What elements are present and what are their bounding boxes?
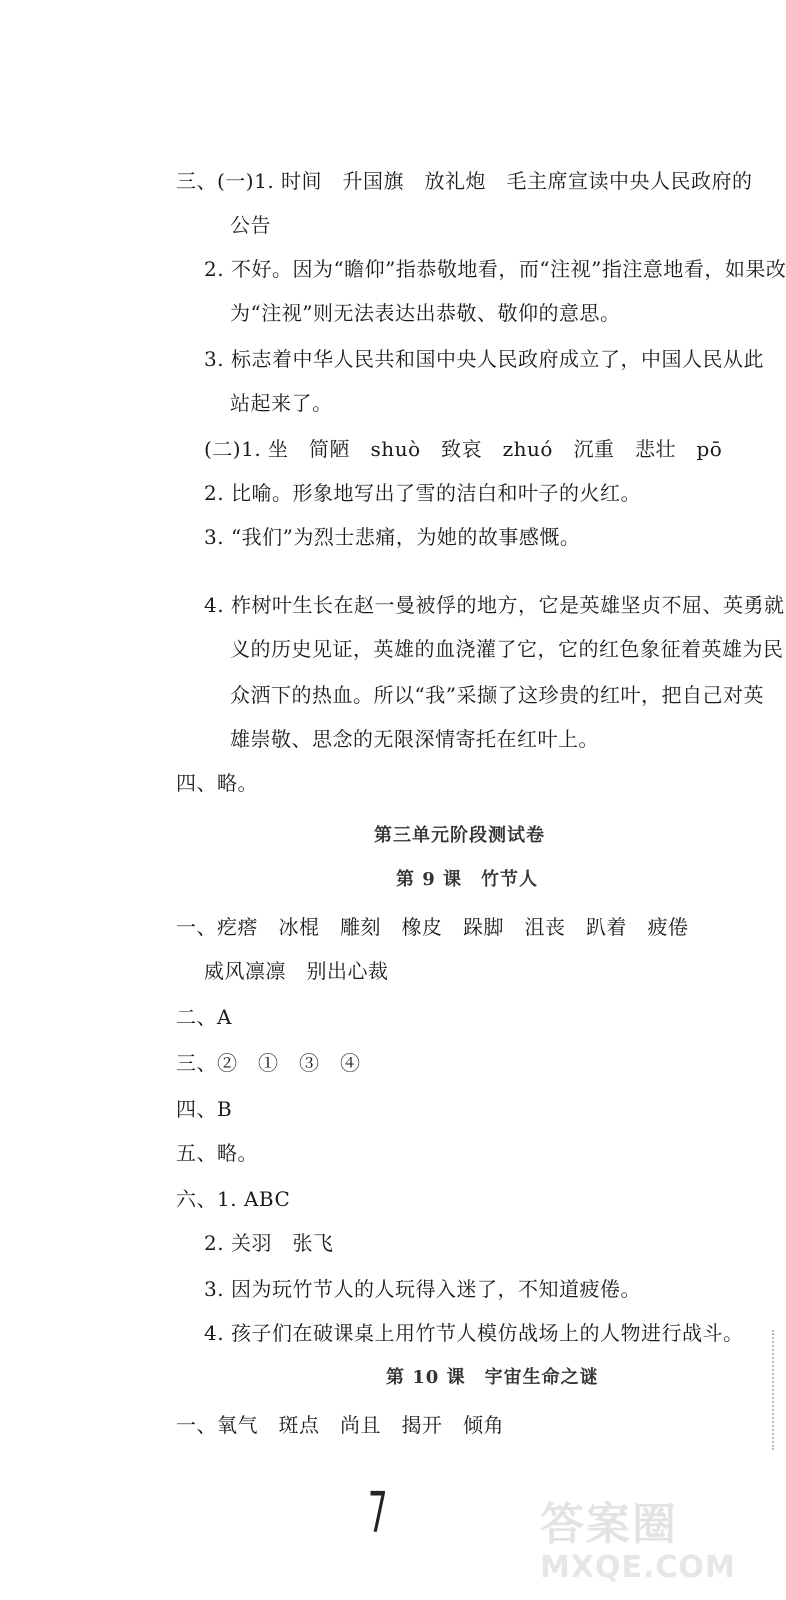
section3-q2-line2: 为“注视”则无法表达出恭敬、敬仰的意思。 (230, 301, 621, 325)
edge-dots (772, 1330, 776, 1450)
lesson9-q6-1: 六、1. ABC (176, 1187, 291, 1211)
lesson9-q6-2: 2. 关羽 张飞 (204, 1231, 334, 1255)
page-number: 7 (368, 1481, 388, 1546)
lesson9-q5: 五、略。 (176, 1141, 258, 1165)
lesson10-heading: 第 10 课 宇宙生命之谜 (386, 1367, 599, 1388)
lesson9-q3: 三、② ① ③ ④ (176, 1051, 361, 1075)
section3-q1-line1: 三、(一)1. 时间 升国旗 放礼炮 毛主席宣读中央人民政府的 (176, 169, 753, 193)
section3-part2-q4-line3: 众洒下的热血。所以“我”采撷了这珍贵的红叶，把自己对英 (230, 683, 764, 707)
watermark-url: MXQE.COM (540, 1550, 736, 1585)
section3-part2-q4-line2: 义的历史见证，英雄的血浇灌了它，它的红色象征着英雄为民 (230, 637, 784, 661)
lesson9-q2: 二、A (176, 1005, 232, 1029)
section3-part2-q4-line1: 4. 柞树叶生长在赵一曼被俘的地方，它是英雄坚贞不屈、英勇就 (204, 593, 785, 617)
section3-q2-line1: 2. 不好。因为“瞻仰”指恭敬地看，而“注视”指注意地看，如果改 (204, 257, 786, 281)
section3-part2-q1: (二)1. 坐 简陋 shuò 致哀 zhuó 沉重 悲壮 pō (204, 437, 723, 461)
lesson9-q6-3: 3. 因为玩竹节人的人玩得入迷了，不知道疲倦。 (204, 1277, 641, 1301)
lesson9-heading: 第 9 课 竹节人 (396, 869, 539, 890)
lesson9-q1-line2: 威风凛凛 别出心裁 (204, 959, 389, 983)
section3-q1-line2: 公告 (230, 213, 271, 237)
section3-part2-q3: 3. “我们”为烈士悲痛，为她的故事感慨。 (204, 525, 581, 549)
lesson10-q1: 一、氧气 斑点 尚且 揭开 倾角 (176, 1413, 504, 1437)
watermark-logo: 答案圈 (540, 1499, 678, 1550)
lesson9-q4: 四、B (176, 1097, 233, 1121)
watermark (540, 1500, 780, 1592)
section4-answer: 四、略。 (176, 771, 258, 795)
lesson9-q1-line1: 一、疙瘩 冰棍 雕刻 橡皮 跺脚 沮丧 趴着 疲倦 (176, 915, 689, 939)
section3-q3-line2: 站起来了。 (230, 391, 333, 415)
section3-part2-q2: 2. 比喻。形象地写出了雪的洁白和叶子的火红。 (204, 481, 641, 505)
lesson9-q6-4: 4. 孩子们在破课桌上用竹节人模仿战场上的人物进行战斗。 (204, 1321, 744, 1345)
unit-test-heading: 第三单元阶段测试卷 (374, 825, 545, 846)
section3-part2-q4-line4: 雄崇敬、思念的无限深情寄托在红叶上。 (230, 727, 599, 751)
section3-q3-line1: 3. 标志着中华人民共和国中央人民政府成立了，中国人民从此 (204, 347, 764, 371)
